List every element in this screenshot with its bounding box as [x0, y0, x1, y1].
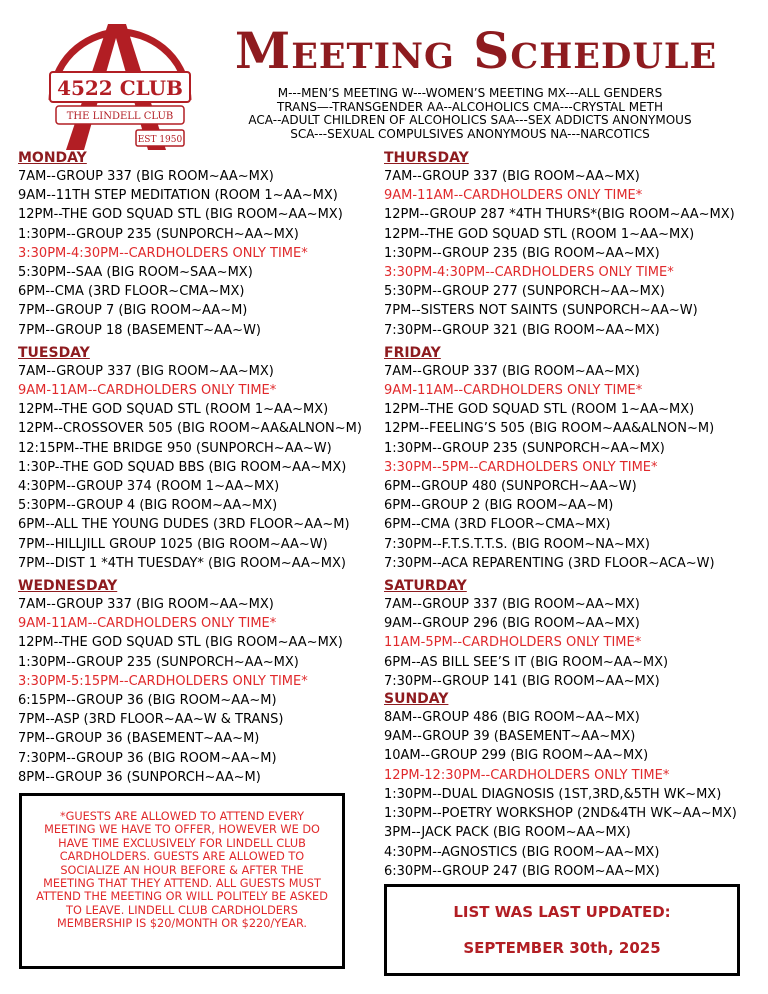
- meeting-item: 12PM--GROUP 287 *4TH THURS*(BIG ROOM~AA~MX): [384, 207, 735, 223]
- meeting-item: 12:15PM--THE BRIDGE 950 (SUNPORCH~AA~W): [18, 440, 332, 456]
- meeting-item: 4:30PM--AGNOSTICS (BIG ROOM~AA~MX): [384, 844, 660, 860]
- day-heading: FRIDAY: [384, 344, 441, 361]
- meeting-item: 12PM--THE GOD SQUAD STL (ROOM 1~AA~MX): [384, 402, 695, 418]
- meeting-item: 5:30PM--GROUP 277 (SUNPORCH~AA~MX): [384, 284, 665, 300]
- meeting-item: 7:30PM--GROUP 141 (BIG ROOM~AA~MX): [384, 673, 660, 689]
- legend-line: SCA---SEXUAL COMPULSIVES ANONYMOUS NA---NARCOTICS: [290, 126, 650, 141]
- last-updated-label: LIST WAS LAST UPDATED:: [453, 903, 671, 921]
- meeting-item: 12PM--FEELING’S 505 (BIG ROOM~AA&ALNON~M): [384, 421, 715, 437]
- meeting-item: 5:30PM--GROUP 4 (BIG ROOM~AA~MX): [18, 498, 278, 514]
- cardholder-time-item: 9AM-11AM--CARDHOLDERS ONLY TIME*: [18, 383, 277, 399]
- day-wednesday: [18, 578, 390, 787]
- last-updated-box: [384, 884, 740, 976]
- meeting-item: 7AM--GROUP 337 (BIG ROOM~AA~MX): [384, 169, 640, 184]
- meeting-item: 1:30PM--DUAL DIAGNOSIS (1ST,3RD,&5TH WK~MX): [384, 786, 722, 802]
- day-tuesday: [18, 345, 390, 573]
- club-logo: [44, 22, 196, 150]
- guest-policy-notice: *GUESTS ARE ALLOWED TO ATTEND EVERY MEETING WE HAVE TO OFFER, HOWEVER WE DO HAVE TIME EXCLUSIVELY FOR LINDELL CLUB CARDHOLDERS. GUESTS ARE ALLOWED TO SOCIALIZE AN HOUR BEFORE & AFTER THE MEETING THAT THEY ATTEND. ALL GUESTS MUST ATTEND THE MEETING OR WILL POLITELY BE ASKED TO LEAVE. LINDELL CLUB CARDHOLDERS MEMBERSHIP IS $20/MONTH OR $220/YEAR.: [19, 793, 345, 969]
- cardholder-time-item: 9AM-11AM--CARDHOLDERS ONLY TIME*: [18, 616, 277, 632]
- meeting-item: 9AM--11TH STEP MEDITATION (ROOM 1~AA~MX): [18, 188, 338, 204]
- page-title: Meeting Schedule: [234, 21, 718, 80]
- last-updated-date: SEPTEMBER 30th, 2025: [463, 939, 661, 957]
- legend-line: ACA--ADULT CHILDREN OF ALCOHOLICS SAA---SEX ADDICTS ANONYMOUS: [248, 113, 692, 127]
- meeting-item: 7:30PM--GROUP 321 (BIG ROOM~AA~MX): [384, 322, 660, 338]
- meeting-item: 3PM--JACK PACK (BIG ROOM~AA~MX): [384, 825, 631, 841]
- day-heading: THURSDAY: [384, 150, 469, 166]
- meeting-item: 1:30PM--GROUP 235 (SUNPORCH~AA~MX): [18, 654, 299, 670]
- meeting-item: 7AM--GROUP 337 (BIG ROOM~AA~MX): [18, 169, 274, 184]
- day-heading: SUNDAY: [384, 691, 449, 708]
- meeting-item: 7PM--HILLJILL GROUP 1025 (BIG ROOM~AA~W): [18, 536, 328, 552]
- schedule-right-column: [384, 150, 764, 881]
- meeting-item: 5:30PM--SAA (BIG ROOM~SAA~MX): [18, 265, 253, 281]
- abbreviation-legend: [200, 87, 740, 141]
- meeting-item: 7PM--DIST 1 *4TH TUESDAY* (BIG ROOM~AA~MX): [18, 555, 346, 571]
- logo-name: 4522 CLUB: [57, 76, 183, 100]
- meeting-item: 12PM--THE GOD SQUAD STL (ROOM 1~AA~MX): [18, 402, 329, 418]
- day-heading: WEDNESDAY: [18, 578, 118, 595]
- meeting-item: 6PM--GROUP 2 (BIG ROOM~AA~M): [384, 498, 614, 514]
- meeting-item: 7:30PM--F.T.S.T.T.S. (BIG ROOM~NA~MX): [384, 536, 650, 552]
- meeting-item: 7:30PM--GROUP 36 (BIG ROOM~AA~M): [18, 750, 277, 766]
- day-saturday: [384, 578, 764, 691]
- meeting-item: 12PM--CROSSOVER 505 (BIG ROOM~AA&ALNON~M): [18, 421, 362, 437]
- cardholder-time-item: 9AM-11AM--CARDHOLDERS ONLY TIME*: [384, 188, 643, 204]
- meeting-item: 1:30PM--GROUP 235 (BIG ROOM~AA~MX): [384, 245, 660, 261]
- meeting-item: 6PM--CMA (3RD FLOOR~CMA~MX): [18, 284, 245, 300]
- meeting-item: 6PM--GROUP 480 (SUNPORCH~AA~W): [384, 479, 637, 495]
- meeting-item: 7PM--SISTERS NOT SAINTS (SUNPORCH~AA~W): [384, 303, 698, 319]
- meeting-item: 1:30P--THE GOD SQUAD BBS (BIG ROOM~AA~MX): [18, 459, 347, 475]
- day-heading: MONDAY: [18, 150, 87, 166]
- day-heading: TUESDAY: [18, 344, 90, 361]
- cardholder-time-item: 11AM-5PM--CARDHOLDERS ONLY TIME*: [384, 635, 642, 651]
- meeting-item: 8AM--GROUP 486 (BIG ROOM~AA~MX): [384, 710, 640, 726]
- cardholder-time-item: 9AM-11AM--CARDHOLDERS ONLY TIME*: [384, 383, 643, 399]
- schedule-left-column: [18, 150, 390, 787]
- legend-line: TRANS—-TRANSGENDER AA--ALCOHOLICS CMA---CRYSTAL METH: [276, 99, 664, 114]
- logo-subtitle: THE LINDELL CLUB: [66, 111, 174, 122]
- meeting-item: 10AM--GROUP 299 (BIG ROOM~AA~MX): [384, 748, 649, 764]
- cardholder-time-item: 3:30PM-5:15PM--CARDHOLDERS ONLY TIME*: [18, 673, 308, 689]
- meeting-item: 7AM--GROUP 337 (BIG ROOM~AA~MX): [18, 597, 274, 613]
- meeting-item: 7AM--GROUP 337 (BIG ROOM~AA~MX): [384, 363, 640, 379]
- cardholder-time-item: 3:30PM--5PM--CARDHOLDERS ONLY TIME*: [384, 459, 658, 475]
- meeting-item: 7PM--ASP (3RD FLOOR~AA~W & TRANS): [18, 712, 284, 728]
- meeting-item: 12PM--THE GOD SQUAD STL (ROOM 1~AA~MX): [384, 226, 695, 242]
- meeting-item: 9AM--GROUP 296 (BIG ROOM~AA~MX): [384, 616, 640, 632]
- meeting-item: 9AM--GROUP 39 (BASEMENT~AA~MX): [384, 729, 636, 745]
- meeting-item: 6PM--CMA (3RD FLOOR~CMA~MX): [384, 517, 611, 533]
- cardholder-time-item: 3:30PM-4:30PM--CARDHOLDERS ONLY TIME*: [18, 245, 308, 261]
- meeting-item: 7PM--GROUP 36 (BASEMENT~AA~M): [18, 731, 260, 747]
- meeting-item: 1:30PM--GROUP 235 (SUNPORCH~AA~MX): [18, 226, 299, 242]
- day-thursday: [384, 150, 764, 340]
- meeting-item: 4:30PM--GROUP 374 (ROOM 1~AA~MX): [18, 479, 280, 495]
- day-sunday: [384, 691, 764, 881]
- meeting-item: 12PM--THE GOD SQUAD STL (BIG ROOM~AA~MX): [18, 207, 343, 223]
- legend-line: M---MEN’S MEETING W---WOMEN’S MEETING MX---ALL GENDERS: [277, 86, 663, 100]
- cardholder-time-item: 3:30PM-4:30PM--CARDHOLDERS ONLY TIME*: [384, 265, 674, 281]
- logo-est: EST 1950: [137, 135, 183, 145]
- meeting-item: 6:30PM--GROUP 247 (BIG ROOM~AA~MX): [384, 863, 660, 879]
- meeting-item: 6PM--AS BILL SEE’S IT (BIG ROOM~AA~MX): [384, 654, 669, 670]
- meeting-item: 1:30PM--GROUP 235 (SUNPORCH~AA~MX): [384, 440, 665, 456]
- meeting-item: 1:30PM--POETRY WORKSHOP (2ND&4TH WK~AA~MX): [384, 806, 737, 822]
- meeting-item: 6:15PM--GROUP 36 (BIG ROOM~AA~M): [18, 693, 277, 709]
- meeting-item: 7AM--GROUP 337 (BIG ROOM~AA~MX): [384, 597, 640, 613]
- day-friday: [384, 345, 764, 573]
- meeting-item: 7:30PM--ACA REPARENTING (3RD FLOOR~ACA~W): [384, 555, 715, 571]
- day-heading: SATURDAY: [384, 578, 467, 595]
- meeting-item: 7PM--GROUP 7 (BIG ROOM~AA~M): [18, 303, 248, 319]
- meeting-item: 7AM--GROUP 337 (BIG ROOM~AA~MX): [18, 363, 274, 379]
- meeting-item: 7PM--GROUP 18 (BASEMENT~AA~W): [18, 322, 261, 338]
- meeting-item: 12PM--THE GOD SQUAD STL (BIG ROOM~AA~MX): [18, 635, 343, 651]
- cardholder-time-item: 12PM-12:30PM--CARDHOLDERS ONLY TIME*: [384, 767, 670, 783]
- meeting-item: 8PM--GROUP 36 (SUNPORCH~AA~M): [18, 769, 261, 785]
- day-monday: [18, 150, 390, 340]
- meeting-item: 6PM--ALL THE YOUNG DUDES (3RD FLOOR~AA~M): [18, 517, 350, 533]
